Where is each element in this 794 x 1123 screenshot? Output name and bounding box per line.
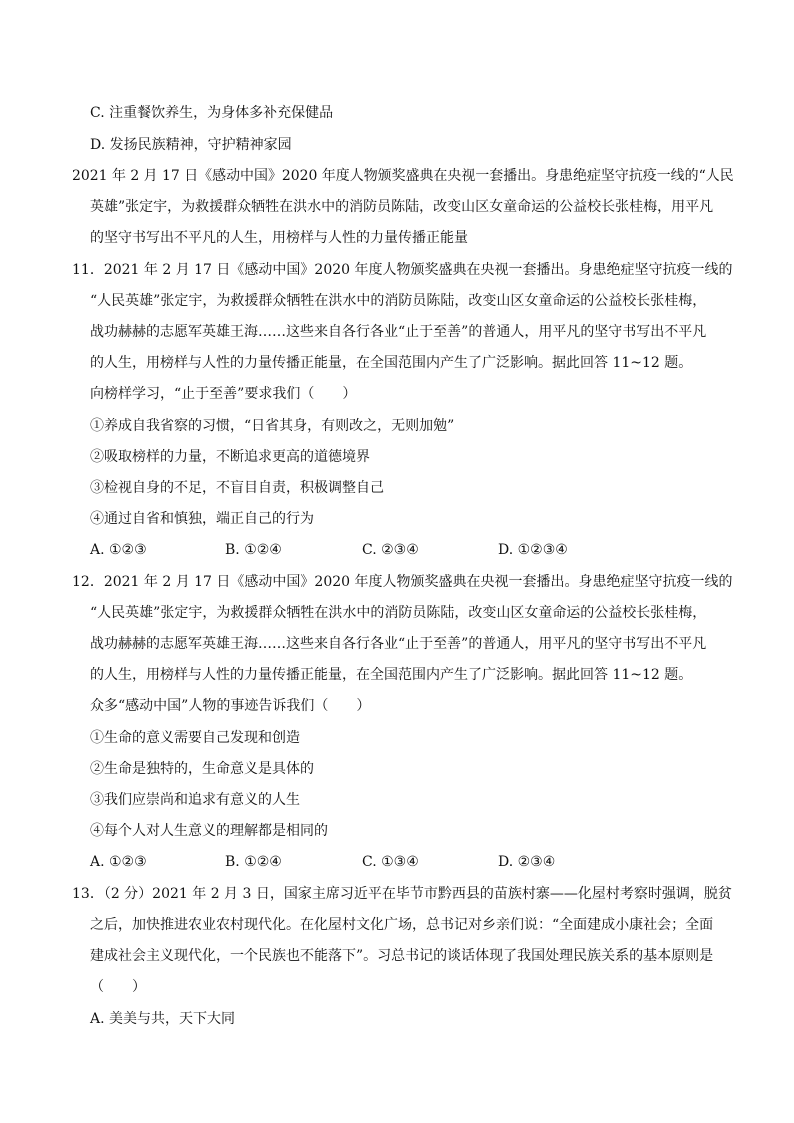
q11-option-b[interactable]: B. ①②④ bbox=[225, 542, 282, 558]
q11-options bbox=[90, 540, 690, 560]
q12-prompt: 众多“感动中国”人物的事迹告诉我们（ ） bbox=[90, 698, 371, 714]
intro-line-1: 2021 年 2 月 17 日《感动中国》2020 年度人物颁奖盛典在央视一套播出。身患绝症坚守抗疫一线的“人民 bbox=[72, 168, 734, 184]
intro-line-2: 英雄”张定宇，为救援群众牺牲在洪水中的消防员陈陆，改变山区女童命运的公益校长张桂梅，用平凡 bbox=[90, 199, 714, 215]
q12-option-d[interactable]: D. ②③④ bbox=[498, 854, 556, 870]
q12-stem-line-3: 战功赫赫的志愿军英雄王海……这些来自各行各业“止于至善”的普通人，用平凡的坚守书写出不平凡 bbox=[90, 636, 707, 652]
q11-statement-3: ③检视自身的不足，不盲目自责，积极调整自己 bbox=[90, 480, 384, 496]
q11-option-c[interactable]: C. ②③④ bbox=[362, 542, 419, 558]
intro-line-3: 的坚守书写出不平凡的人生，用榜样与人性的力量传播正能量 bbox=[90, 230, 468, 246]
q11-option-a[interactable]: A. ①②③ bbox=[90, 542, 147, 558]
q11-statement-1: ①养成自我省察的习惯，“日省其身，有则改之，无则加勉” bbox=[90, 418, 455, 434]
option-c-prev: C. 注重餐饮养生，为身体多补充保健品 bbox=[90, 105, 334, 121]
q11-option-d[interactable]: D. ①②③④ bbox=[498, 542, 568, 558]
q12-statement-2: ②生命是独特的，生命意义是具体的 bbox=[90, 761, 314, 777]
q11-prompt: 向榜样学习，“止于至善”要求我们（ ） bbox=[90, 386, 357, 402]
q13-stem-line-4: （ ） bbox=[90, 979, 146, 995]
option-d-prev: D. 发扬民族精神，守护精神家园 bbox=[90, 137, 292, 153]
q11-stem-line-1: 11．2021 年 2 月 17 日《感动中国》2020 年度人物颁奖盛典在央视一套播出。身患绝症坚守抗疫一线的 bbox=[72, 262, 733, 278]
q12-stem-line-2: “人民英雄”张定宇，为救援群众牺牲在洪水中的消防员陈陆，改变山区女童命运的公益校长张桂梅， bbox=[90, 605, 707, 621]
q11-statement-2: ②吸取榜样的力量，不断追求更高的道德境界 bbox=[90, 449, 370, 465]
q12-statement-1: ①生命的意义需要自己发现和创造 bbox=[90, 730, 300, 746]
q12-stem-line-4: 的人生，用榜样与人性的力量传播正能量，在全国范围内产生了广泛影响。据此回答 11~12 题。 bbox=[90, 667, 693, 683]
q13-stem-line-3: 建成社会主义现代化，一个民族也不能落下”。习总书记的谈话体现了我国处理民族关系的基本原则是 bbox=[90, 948, 714, 964]
q12-statement-3: ③我们应崇尚和追求有意义的人生 bbox=[90, 792, 300, 808]
q13-stem-line-2: 之后，加快推进农业农村现代化。在化屋村文化广场，总书记对乡亲们说：“全面建成小康社会；全面 bbox=[90, 917, 714, 933]
q12-option-b[interactable]: B. ①②④ bbox=[225, 854, 282, 870]
q12-statement-4: ④每个人对人生意义的理解都是相同的 bbox=[90, 823, 328, 839]
q11-statement-4: ④通过自省和慎独，端正自己的行为 bbox=[90, 511, 314, 527]
q12-stem-line-1: 12．2021 年 2 月 17 日《感动中国》2020 年度人物颁奖盛典在央视一套播出。身患绝症坚守抗疫一线的 bbox=[72, 574, 733, 590]
q12-options bbox=[90, 852, 690, 872]
q11-stem-line-3: 战功赫赫的志愿军英雄王海……这些来自各行各业“止于至善”的普通人，用平凡的坚守书写出不平凡 bbox=[90, 324, 707, 340]
q13-option-a[interactable]: A. 美美与共，天下大同 bbox=[90, 1011, 236, 1027]
q11-stem-line-2: “人民英雄”张定宇，为救援群众牺牲在洪水中的消防员陈陆，改变山区女童命运的公益校长张桂梅， bbox=[90, 293, 707, 309]
q12-option-c[interactable]: C. ①③④ bbox=[362, 854, 419, 870]
q11-stem-line-4: 的人生，用榜样与人性的力量传播正能量，在全国范围内产生了广泛影响。据此回答 11~12 题。 bbox=[90, 355, 693, 371]
q12-option-a[interactable]: A. ①②③ bbox=[90, 854, 147, 870]
q13-stem-line-1: 13．（2 分）2021 年 2 月 3 日，国家主席习近平在毕节市黔西县的苗族村寨——化屋村考察时强调，脱贫 bbox=[72, 886, 732, 902]
